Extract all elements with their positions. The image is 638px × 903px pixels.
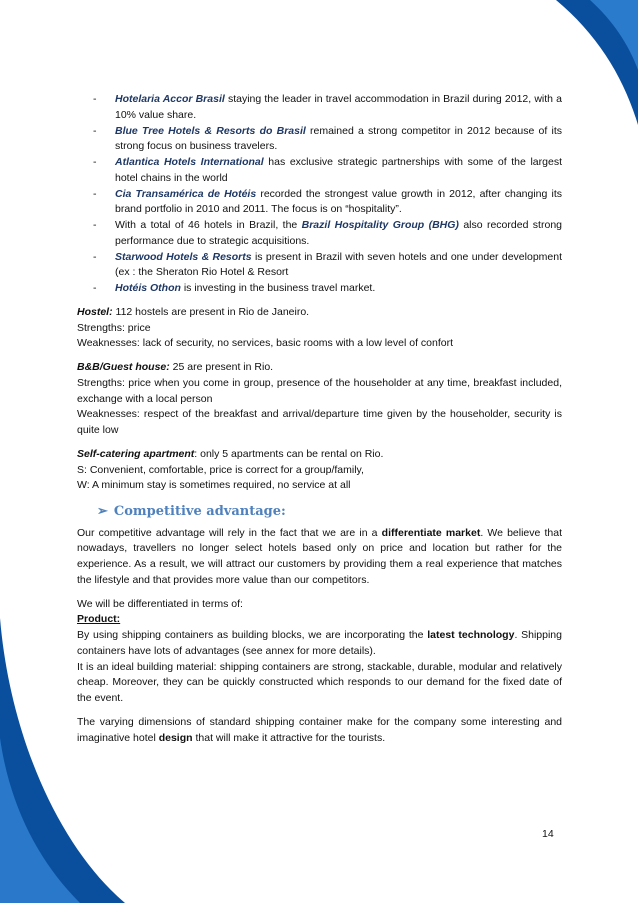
paragraph: It is an ideal building material: shipping containers are strong, stackable, durable, modular and relatively cheap. Moreover, they can be quickly constructed which responds to our demand for the fixed date of the event.: [77, 660, 562, 704]
hostel-section: Hostel: 112 hostels are present in Rio de Janeiro. Strengths: price Weaknesses: lack of security, no services, basic rooms with a low level of confort: [77, 305, 454, 350]
list-item: - Hotelaria Accor Brasil staying the leader in travel accommodation in Brazil during 2012, with a 10% value share.: [93, 93, 563, 121]
brand-name: Hotelaria Accor Brasil: [115, 93, 225, 105]
brand-name: Brazil Hospitality Group (BHG): [301, 219, 459, 231]
list-item: - Blue Tree Hotels & Resorts do Brasil remained a strong competitor in 2012 because of its strong focus on business travelers.: [93, 124, 562, 153]
brand-name: Blue Tree Hotels & Resorts do Brasil: [115, 124, 306, 137]
arrow-bullet-icon: ➢: [97, 504, 108, 519]
paragraph: Our competitive advantage will rely in the fact that we are in a differentiate market. We believe that nowadays, travellers no longer select hotels based only on price and location but rather for the experience. As a result, we will attract our customers by providing them a real experience that matches the lifestyle and that provides more value than our competitors.: [77, 526, 562, 586]
paragraph: We will be differentiated in terms of:: [77, 597, 243, 610]
section-heading: ➢ Competitive advantage:: [97, 504, 286, 519]
page-number: 14: [542, 828, 554, 840]
brand-name: Atlantica Hotels International: [115, 156, 264, 168]
brand-name: Cia Transamérica de Hotéis: [115, 187, 257, 200]
list-item: - Cia Transamérica de Hotéis recorded the strongest value growth in 2012, after changing its brand portfolio in 2010 and 2011. The focus is on “hospitality”.: [93, 187, 562, 216]
list-item: - Starwood Hotels & Resorts is present in Brazil with seven hotels and one under development (ex : the Sheraton Rio Hotel & Resort: [93, 250, 563, 279]
brand-name: Starwood Hotels & Resorts: [115, 250, 252, 263]
page-content: [77, 92, 562, 746]
product-label: Product:: [77, 613, 121, 626]
bnb-section: B&B/Guest house: 25 are present in Rio. Strengths: price when you come in group, presence of the householder at any time, breakfast included, exchange with a local person Weaknesses: respect of the breakfast and arrival/departure time given by the householder, security is quite low: [77, 361, 562, 436]
list-item: - With a total of 46 hotels in Brazil, the Brazil Hospitality Group (BHG) also recorded strong performance due to strategic acquisitions.: [93, 219, 562, 247]
paragraph: The varying dimensions of standard shipping container make for the company some interesting and imaginative hotel design that will make it attractive for the tourists.: [77, 715, 562, 744]
list-item: - Hotéis Othon is investing in the business travel market.: [93, 282, 376, 294]
paragraph: By using shipping containers as building blocks, we are incorporating the latest technology. Shipping containers have lots of advantages (see annex for more details).: [77, 629, 562, 657]
list-item: - Atlantica Hotels International has exclusive strategic partnerships with some of the largest hotel chains in the world: [93, 156, 562, 184]
self-catering-section: Self-catering apartment: only 5 apartments can be rental on Rio. S: Convenient, comfortable, price is correct for a group/family, W: A minimum stay is sometimes required, no service at all: [77, 447, 384, 492]
brand-name: Hotéis Othon: [115, 282, 181, 294]
competitor-list: [77, 92, 562, 297]
